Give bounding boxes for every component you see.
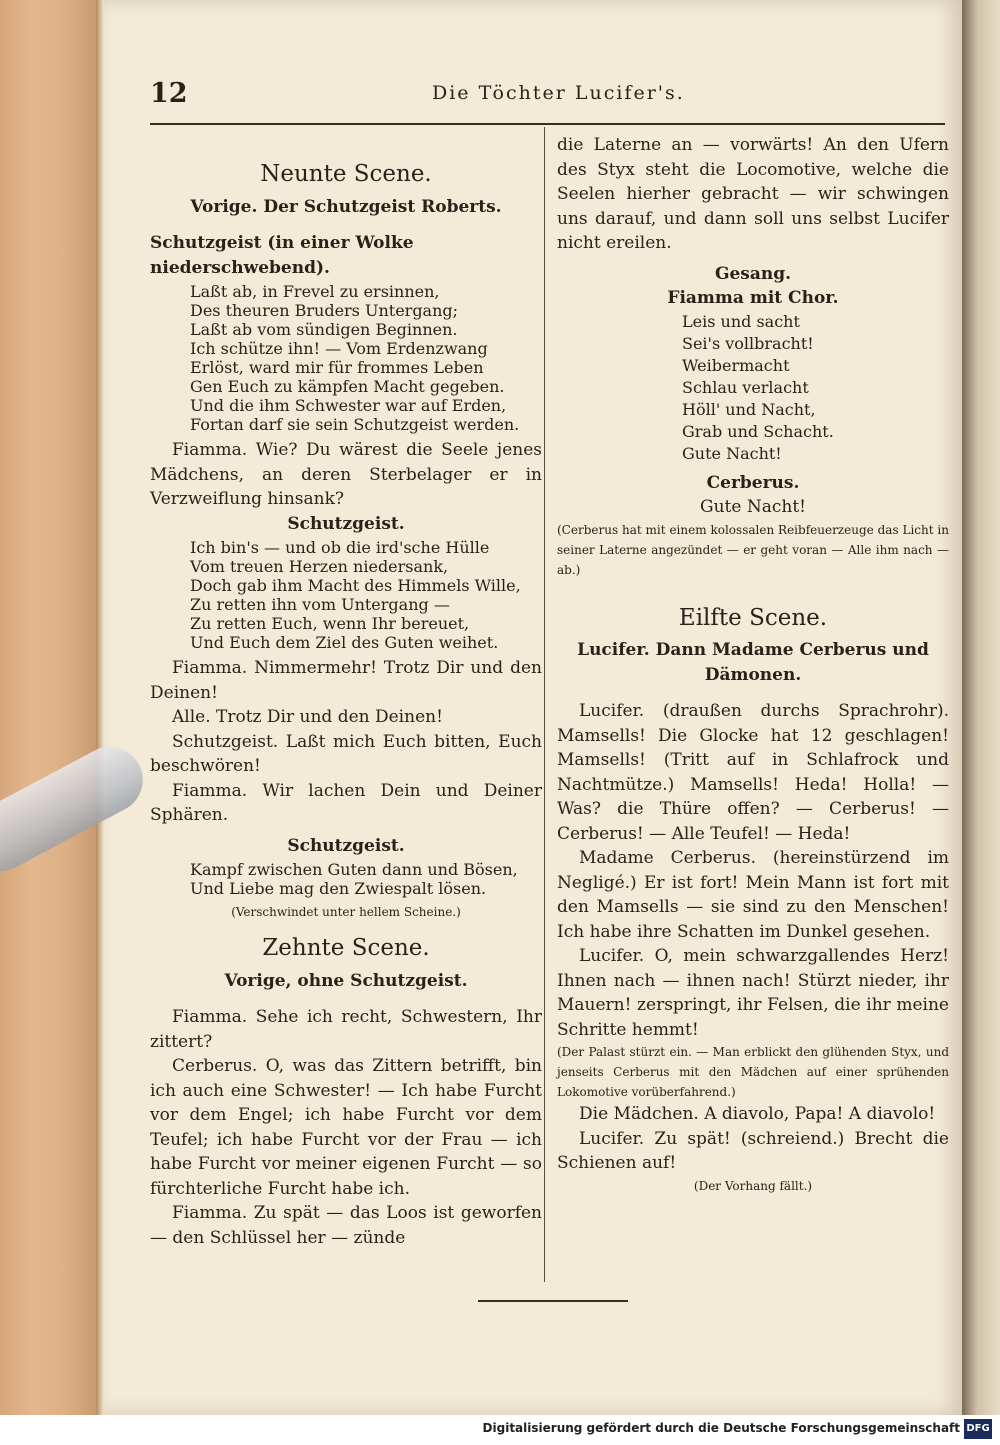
stage-direction: (Der Vorhang fällt.) <box>693 1178 813 1193</box>
binding-edge <box>96 0 104 1445</box>
next-page-edge <box>962 0 1000 1415</box>
speaker-heading: Cerberus. <box>706 472 800 493</box>
dialogue-line: Alle. Trotz Dir und den Deinen! <box>172 707 443 727</box>
verse-block <box>150 860 542 898</box>
verse-block <box>557 311 949 465</box>
speaker-line: Schutzgeist (in einer Wolke niederschwebend). <box>150 233 414 278</box>
dialogue-line: Fiamma. Sehe ich recht, Schwestern, Ihr zittert? <box>150 1007 542 1052</box>
verse-line: Zu retten Euch, wenn Ihr bereuet, <box>190 614 470 633</box>
dialogue-line: Fiamma. Wie? Du wärest die Seele jenes Mädchens, an deren Sterbelager er in Verzweiflung hinsank? <box>150 440 542 509</box>
dialogue-line: Fiamma. Zu spät — das Loos ist geworfen — den Schlüssel her — zünde <box>150 1203 542 1248</box>
scene-heading: Eilfte Scene. <box>678 604 828 631</box>
header-rule <box>150 123 945 125</box>
dialogue-line: die Laterne an — vorwärts! An den Ufern des Styx steht die Locomotive, welche die Seelen hierher gebracht — wir schwingen uns darauf, und dann soll uns selbst Lucifer nicht ereilen. <box>557 135 949 253</box>
scene-personae: Vorige, ohne Schutzgeist. <box>224 970 468 991</box>
dialogue-line: Gute Nacht! <box>700 497 806 517</box>
scene-personae: Lucifer. Dann Madame Cerberus und Dämonen. <box>577 640 929 685</box>
dialogue-line: Madame Cerberus. (hereinstürzend im Negligé.) Er ist fort! Mein Mann ist fort mit den Mamsells — sie sind zu den Menschen! Ich habe ihre Schatten im Dunkel gesehen. <box>557 848 949 942</box>
verse-line: Fortan darf sie sein Schutzgeist werden. <box>190 415 520 434</box>
dfg-logo: DFG <box>964 1419 992 1439</box>
verse-line: Grab und Schacht. <box>682 421 834 441</box>
dialogue-line: Lucifer. Zu spät! (schreiend.) Brecht die Schienen auf! <box>557 1128 949 1173</box>
verse-line: Schlau verlacht <box>682 377 809 397</box>
dialogue-line: Cerberus. O, was das Zittern betrifft, bin ich auch eine Schwester! — Ich habe Furcht vor dem Engel; ich habe Furcht vor dem Teufel; ich habe Furcht vor der Frau — ich habe Furcht vor meiner eigenen Furcht — so fürchterliche Furcht habe ich. <box>150 1056 542 1199</box>
dialogue-line: Schutzgeist. Laßt mich Euch bitten, Euch beschwören! <box>150 731 542 776</box>
verse-line: Weibermacht <box>682 355 790 375</box>
verse-line: Gute Nacht! <box>682 443 782 463</box>
verse-line: Höll' und Nacht, <box>682 399 816 419</box>
stage-direction: (Cerberus hat mit einem kolossalen Reibfeuerzeuge das Licht in seiner Laterne angezündet — er geht voran — Alle ihm nach — ab.) <box>557 522 949 577</box>
book-binding <box>0 0 96 1445</box>
running-title: Die Töchter Lucifer's. <box>432 82 685 104</box>
verse-line: Vom treuen Herzen niedersank, <box>190 557 449 576</box>
dialogue-line: Fiamma. Nimmermehr! Trotz Dir und den Deinen! <box>150 658 542 703</box>
scene-heading: Zehnte Scene. <box>262 935 430 961</box>
dialogue-line: Die Mädchen. A diavolo, Papa! A diavolo! <box>579 1104 936 1124</box>
verse-line: Und Euch dem Ziel des Guten weihet. <box>190 633 499 652</box>
verse-block <box>150 538 542 652</box>
verse-line: Und Liebe mag den Zwiespalt lösen. <box>190 879 487 898</box>
verse-line: Und die ihm Schwester war auf Erden, <box>190 396 507 415</box>
scene-heading: Neunte Scene. <box>260 161 432 187</box>
footer-credit: Digitalisierung gefördert durch die Deutsche Forschungsgemeinschaft <box>482 1421 960 1435</box>
verse-line: Ich schütze ihn! — Vom Erdenzwang <box>190 339 488 358</box>
verse-block <box>150 282 542 434</box>
verse-line: Sei's vollbracht! <box>682 333 814 353</box>
dialogue-line: Lucifer. (draußen durchs Sprachrohr). Mamsells! Die Glocke hat 12 geschlagen! Mamsells! (Tritt auf in Schlafrock und Nachtmütze.) Mamsells! Heda! Holla! — Was? die Thüre offen? — Cerberus! — Cerberus! — Alle Teufel! — Heda! <box>557 701 949 844</box>
page-number: 12 <box>150 78 188 109</box>
verse-line: Laßt ab vom sündigen Beginnen. <box>190 320 458 339</box>
verse-line: Leis und sacht <box>682 311 800 331</box>
speaker-heading: Schutzgeist. <box>287 835 405 856</box>
verse-line: Laßt ab, in Frevel zu ersinnen, <box>190 282 440 301</box>
footer-bar <box>0 1415 1000 1445</box>
verse-line: Des theuren Bruders Untergang; <box>190 301 459 320</box>
verse-line: Ich bin's — und ob die ird'sche Hülle <box>190 538 490 557</box>
verse-line: Erlöst, ward mir für frommes Leben <box>190 358 484 377</box>
stage-direction: (Verschwindet unter hellem Scheine.) <box>231 905 461 919</box>
end-rule <box>478 1300 628 1302</box>
verse-line: Gen Euch zu kämpfen Macht gegeben. <box>190 377 505 396</box>
song-heading: Gesang. <box>714 263 792 284</box>
verse-line: Doch gab ihm Macht des Himmels Wille, <box>190 576 521 595</box>
dialogue-line: Fiamma. Wir lachen Dein und Deiner Sphären. <box>150 780 542 825</box>
scene-personae: Vorige. Der Schutzgeist Roberts. <box>190 196 502 217</box>
right-column <box>557 133 949 1196</box>
verse-line: Zu retten ihn vom Untergang — <box>190 595 450 614</box>
verse-line: Kampf zwischen Guten dann und Bösen, <box>190 860 518 879</box>
dialogue-line: Lucifer. O, mein schwarzgallendes Herz! Ihnen nach — ihnen nach! Stürzt nieder, ihr Mauern! zerspringt, ihr Felsen, die ihr meine Schritte hemmt! <box>557 946 949 1040</box>
column-divider <box>544 127 545 1282</box>
speaker-heading: Schutzgeist. <box>287 513 405 534</box>
speaker-heading: Fiamma mit Chor. <box>667 288 839 308</box>
left-column <box>150 160 542 1250</box>
stage-direction: (Der Palast stürzt ein. — Man erblickt den glühenden Styx, und jenseits Cerberus mit den Mädchen auf einer sprühenden Lokomotive vorüberfahrend.) <box>557 1045 949 1099</box>
